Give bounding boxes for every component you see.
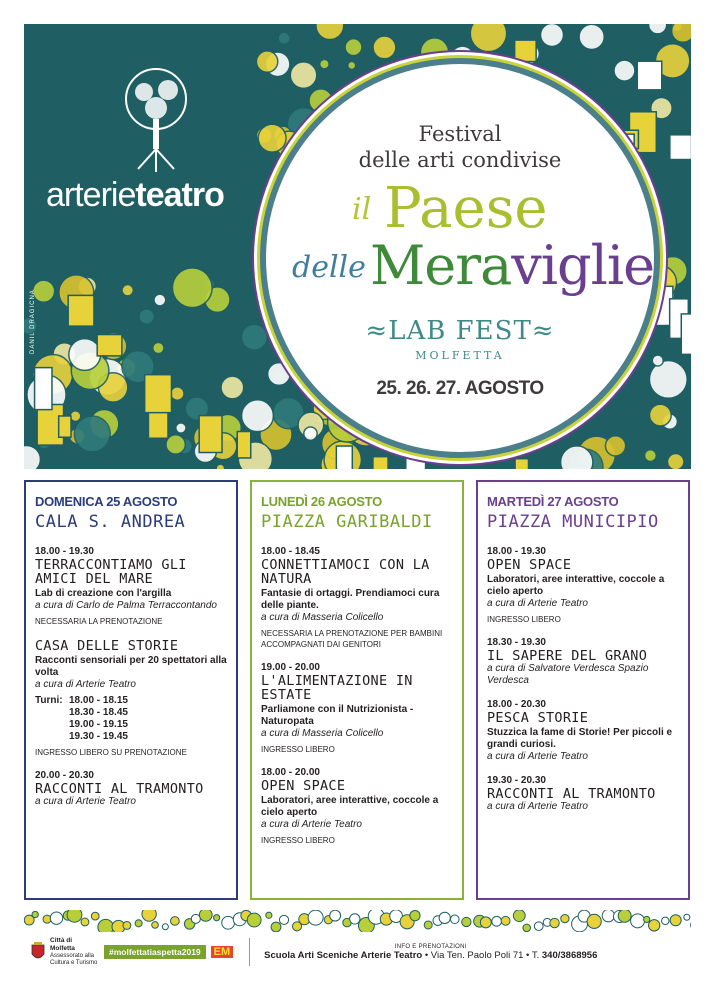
event-title: OPEN SPACE [487,557,572,573]
event-time: 19.30 - 20.30 [487,775,546,786]
event-description: Lab di creazione con l'argilla [35,588,172,599]
event-organizer: a cura di Arterie Teatro [487,598,588,609]
event-item [35,770,227,808]
event-time: 18.00 - 19.30 [35,546,94,557]
title-paese: Paese [384,176,548,241]
event-time: 18.00 - 18.45 [261,546,320,557]
arterie-teatro-logo [46,64,256,224]
event-time: 20.00 - 20.30 [35,770,94,781]
event-organizer: a cura di Arterie Teatro [487,801,588,812]
event-description: Parliamone con il Nutrizionista - Naturopata [261,704,414,727]
contact-info [264,944,597,961]
event-description: Racconti sensoriali per 20 spettatori alla volta [35,655,227,678]
event-note: INGRESSO LIBERO [261,745,335,754]
event-organizer: a cura di Arterie Teatro [35,679,136,690]
event-note: NECESSARIA LA PRENOTAZIONE [35,617,163,626]
event-item [487,775,679,813]
event-title: RACCONTI AL TRAMONTO [487,786,656,802]
title-delle: delle [292,250,366,285]
event-item [487,699,679,763]
title-medallion [260,58,660,458]
event-title: IL SAPERE DEL GRANO [487,648,648,664]
time-slots [35,695,227,743]
contact-line: Scuola Arti Sceniche Arterie Teatro • Via Ten. Paolo Poli 71 • T. 340/3868956 [264,949,598,961]
event-organizer: a cura di Masseria Colicello [261,728,384,739]
labfest-label: ≈LAB FEST≈ [365,316,555,346]
event-title: L'ALIMENTAZIONE IN ESTATE [261,673,413,703]
info-label: INFO E PRENOTAZIONI [394,943,467,950]
venue-heading: PIAZZA GARIBALDI [261,512,433,532]
city-label: MOLFETTA [415,349,505,362]
em-logo: EM [211,946,234,958]
event-title: OPEN SPACE [261,778,346,794]
event-item [261,662,453,755]
event-note: INGRESSO LIBERO [261,836,335,845]
event-organizer: a cura di Arterie Teatro [487,751,588,762]
city-name: Città di Molfetta Assessorato alla Cultura e Turismo [50,937,98,966]
festival-dates: 25. 26. 27. AGOSTO [376,378,544,399]
event-note: NECESSARIA LA PRENOTAZIONE PER BAMBINI ACCOMPAGNATI DAI GENITORI [261,629,443,649]
slots-label: Turni: [35,695,63,706]
venue-heading: PIAZZA MUNICIPIO [487,512,659,532]
photo-credit: DANIL DRAGICNA [30,289,36,354]
day-heading: DOMENICA 25 AGOSTO [35,494,178,509]
program-monday [250,480,464,900]
event-title: CONNETTIAMOCI CON LA NATURA [261,557,430,587]
event-item [35,639,227,758]
hashtag-badge: #molfettatiaspetta2019 [104,945,206,959]
event-time: 18.00 - 19.30 [487,546,546,557]
event-note: INGRESSO LIBERO [487,615,561,624]
day-heading: LUNEDÌ 26 AGOSTO [261,494,382,509]
event-time: 18.30 - 19.30 [487,637,546,648]
event-time: 18.00 - 20.00 [261,767,320,778]
title-meraviglie: Meraviglie [370,234,655,297]
city-crest-icon [30,941,46,963]
event-item [487,546,679,625]
tree-icon [116,64,196,174]
program-tuesday [476,480,690,900]
event-organizer: a cura di Salvatore Verdesca Spazio Verdesca [487,663,649,686]
event-time: 19.00 - 20.00 [261,662,320,673]
event-description: Fantasie di ortaggi. Prendiamoci cura delle piante. [261,588,440,611]
divider [249,938,250,966]
event-title: RACCONTI AL TRAMONTO [35,781,204,797]
event-description: Laboratori, aree interattive, coccole a cielo aperto [261,795,439,818]
title-il: il [352,192,372,227]
time-slot: 18.30 - 18.45 [69,707,128,718]
time-slot: 19.00 - 19.15 [69,719,128,730]
event-title: TERRACCONTIAMO GLI AMICI DEL MARE [35,557,187,587]
day-heading: MARTEDÌ 27 AGOSTO [487,494,619,509]
footer-pattern [24,910,691,932]
event-organizer: a cura di Carlo de Palma Terraccontando [35,600,217,611]
time-slot: 18.00 - 18.15 [69,695,128,706]
logo-wordmark: arterieteatro [46,176,224,214]
event-item [261,546,453,650]
event-item [35,546,227,627]
program-sunday [24,480,238,900]
event-description: Stuzzica la fame di Storie! Per piccoli e grandi curiosi. [487,727,673,750]
venue-heading: CALA S. ANDREA [35,512,186,532]
event-item [487,637,679,687]
event-title: CASA DELLE STORIE [35,638,179,654]
event-time: 18.00 - 20.30 [487,699,546,710]
footer [24,932,691,972]
event-item [261,767,453,846]
time-slot: 19.30 - 19.45 [69,731,128,742]
festival-label: Festival [418,122,502,146]
event-note: INGRESSO LIBERO SU PRENOTAZIONE [35,748,187,757]
event-organizer: a cura di Masseria Colicello [261,612,384,623]
event-title: PESCA STORIE [487,710,589,726]
event-organizer: a cura di Arterie Teatro [35,796,136,807]
event-description: Laboratori, aree interattive, coccole a cielo aperto [487,574,665,597]
event-organizer: a cura di Arterie Teatro [261,819,362,830]
hero-banner [24,24,691,469]
festival-subtitle: delle arti condivise [358,148,562,172]
